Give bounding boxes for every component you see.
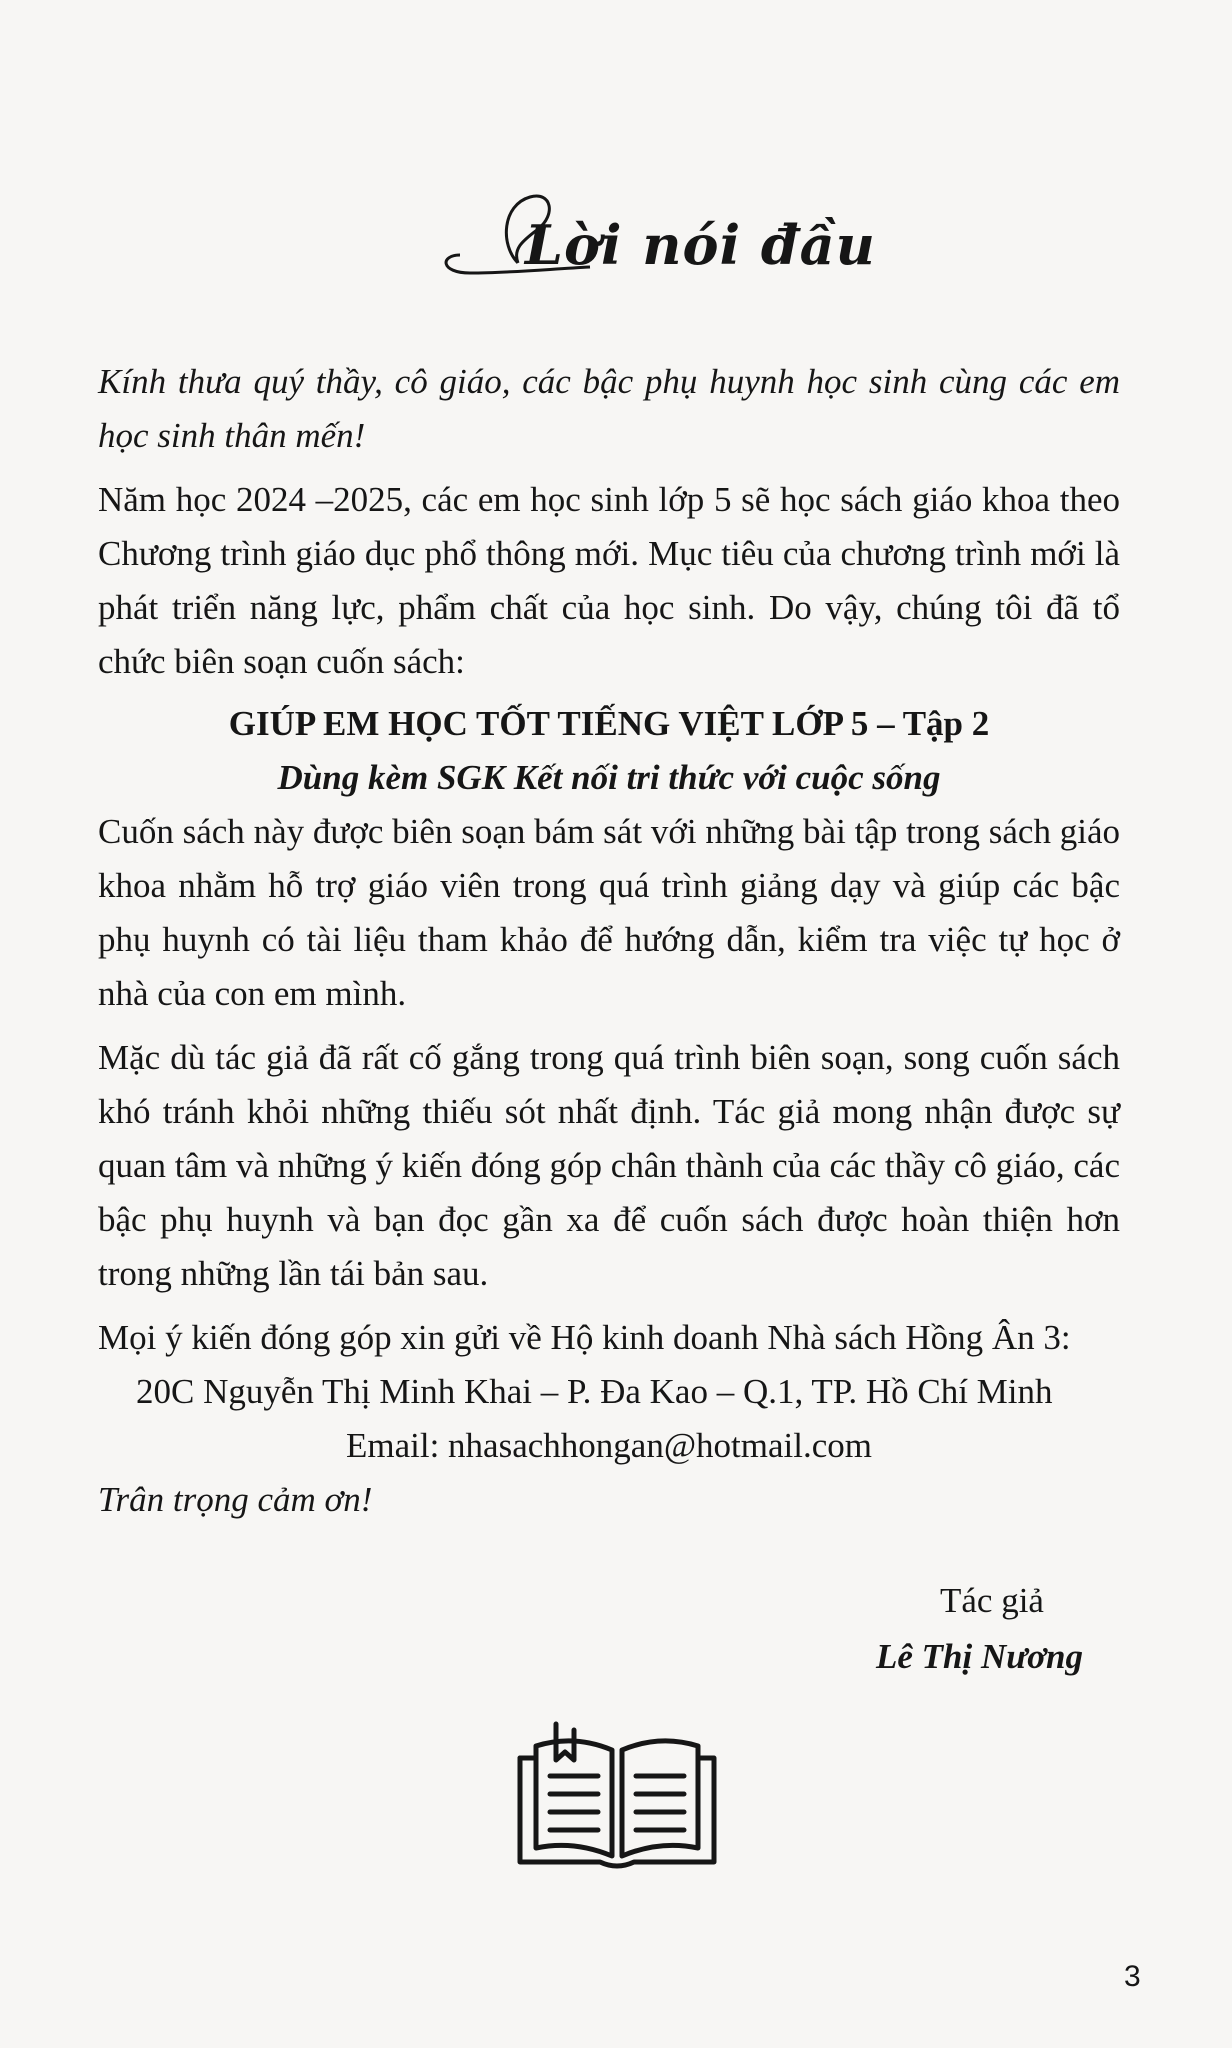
open-book-icon [512, 1720, 722, 1880]
contact-address: 20C Nguyễn Thị Minh Khai – P. Đa Kao – Q.1, TP. Hồ Chí Minh [136, 1372, 1053, 1411]
greeting: Kính thưa quý thầy, cô giáo, các bậc phụ huynh học sinh cùng các em học sinh thân mến! [98, 362, 1120, 455]
contact-intro: Mọi ý kiến đóng góp xin gửi về Hộ kinh doanh Nhà sách Hồng Ân 3: [98, 1318, 1071, 1357]
paragraph-intro: Năm học 2024 –2025, các em học sinh lớp 5 sẽ học sách giáo khoa theo Chương trình giáo dục phổ thông mới. Mục tiêu của chương trình mới là phát triển năng lực, phẩm chất của học sinh. Do vậy, chúng tôi đã tổ chức biên soạn cuốn sách: [98, 480, 1120, 681]
author-role: Tác giả [940, 1581, 1044, 1620]
page-number: 3 [1124, 1960, 1141, 1993]
preface-body [98, 355, 1120, 1527]
paragraph-feedback: Mặc dù tác giả đã rất cố gắng trong quá trình biên soạn, song cuốn sách khó tránh khỏi những thiếu sót nhất định. Tác giả mong nhận được sự quan tâm và những ý kiến đóng góp chân thành của các thầy cô giáo, các bậc phụ huynh và bạn đọc gần xa để cuốn sách được hoàn thiện hơn trong những lần tái bản sau. [98, 1038, 1120, 1293]
author-name: Lê Thị Nương [876, 1637, 1083, 1676]
book-subtitle: Dùng kèm SGK Kết nối tri thức với cuộc sống [277, 758, 941, 797]
contact-email: Email: nhasachhongan@hotmail.com [346, 1426, 872, 1465]
book-title: GIÚP EM HỌC TỐT TIẾNG VIỆT LỚP 5 – Tập 2 [228, 704, 990, 743]
author-signature [876, 1573, 1083, 1685]
closing-thanks: Trân trọng cảm ơn! [98, 1480, 373, 1519]
preface-title: Lời nói đầu [525, 213, 876, 277]
paragraph-purpose: Cuốn sách này được biên soạn bám sát với những bài tập trong sách giáo khoa nhằm hỗ trợ giáo viên trong quá trình giảng dạy và giúp các bậc phụ huynh có tài liệu tham khảo để hướng dẫn, kiểm tra việc tự học ở nhà của con em mình. [98, 812, 1120, 1013]
preface-title-block [430, 185, 876, 295]
